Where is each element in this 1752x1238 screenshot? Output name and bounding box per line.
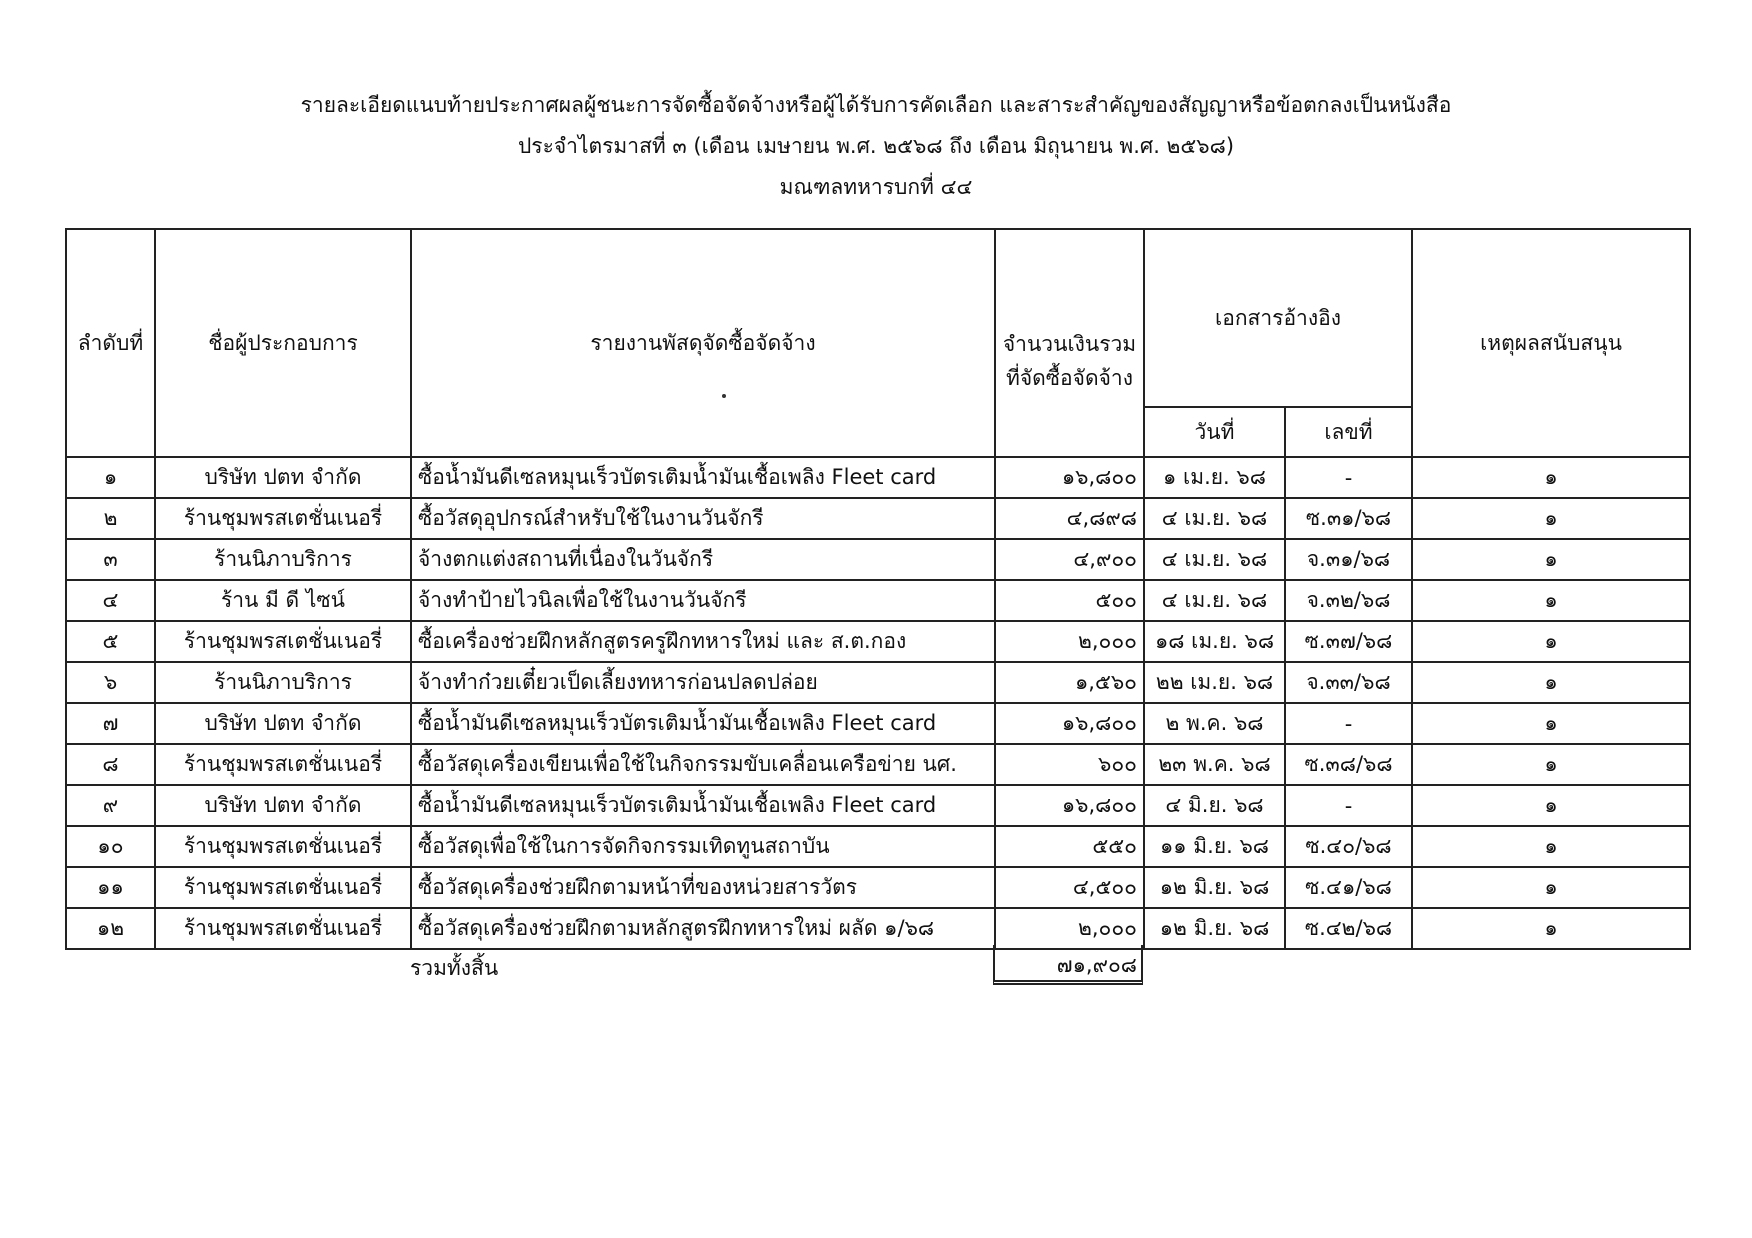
row-no: ๑ — [66, 457, 155, 498]
row-ref-no: จ.๓๓/๖๘ — [1285, 662, 1412, 703]
row-no: ๘ — [66, 744, 155, 785]
row-vendor: บริษัท ปตท จำกัด — [155, 703, 411, 744]
header-amount-line1: จำนวนเงินรวม — [1002, 332, 1137, 356]
row-ref-no: ซ.๓๘/๖๘ — [1285, 744, 1412, 785]
row-no: ๙ — [66, 785, 155, 826]
row-reason: ๑ — [1412, 580, 1690, 621]
row-no: ๑๑ — [66, 867, 155, 908]
header-reason: เหตุผลสนับสนุน — [1412, 229, 1690, 457]
row-no: ๒ — [66, 498, 155, 539]
row-date: ๒ พ.ค. ๖๘ — [1144, 703, 1285, 744]
row-ref-no: จ.๓๒/๖๘ — [1285, 580, 1412, 621]
table-row — [66, 744, 1690, 785]
row-reason: ๑ — [1412, 457, 1690, 498]
row-reason: ๑ — [1412, 539, 1690, 580]
row-vendor: บริษัท ปตท จำกัด — [155, 457, 411, 498]
table-row — [66, 867, 1690, 908]
row-ref-no: ซ.๓๑/๖๘ — [1285, 498, 1412, 539]
header-reference: เอกสารอ้างอิง — [1144, 229, 1412, 407]
table-row — [66, 662, 1690, 703]
header-item: รายงานพัสดุจัดซื้อจัดจ้าง — [411, 229, 995, 457]
row-date: ๔ เม.ย. ๖๘ — [1144, 580, 1285, 621]
header-vendor: ชื่อผู้ประกอบการ — [155, 229, 411, 457]
row-item: ซื้อวัสดุเครื่องช่วยฝึกตามหลักสูตรฝึกทหารใหม่ ผลัด ๑/๖๘ — [411, 908, 995, 949]
row-reason: ๑ — [1412, 703, 1690, 744]
row-no: ๕ — [66, 621, 155, 662]
row-item: ซื้อน้ำมันดีเซลหมุนเร็วบัตรเติมน้ำมันเชื้อเพลิง Fleet card — [411, 785, 995, 826]
total-amount: ๗๑,๙๐๘ — [993, 945, 1143, 985]
procurement-table — [65, 228, 1691, 950]
header-ref-no: เลขที่ — [1285, 407, 1412, 457]
table-row — [66, 580, 1690, 621]
row-reason: ๑ — [1412, 826, 1690, 867]
row-amount: ๑๖,๘๐๐ — [995, 703, 1144, 744]
row-vendor: ร้านนิภาบริการ — [155, 662, 411, 703]
header-ref-date: วันที่ — [1144, 407, 1285, 457]
row-amount: ๑๖,๘๐๐ — [995, 785, 1144, 826]
row-item: ซื้อวัสดุเครื่องเขียนเพื่อใช้ในกิจกรรมขับเคลื่อนเครือข่าย นศ. — [411, 744, 995, 785]
row-reason: ๑ — [1412, 744, 1690, 785]
header-no: ลำดับที่ — [66, 229, 155, 457]
row-date: ๒๓ พ.ค. ๖๘ — [1144, 744, 1285, 785]
document-unit: มณฑลทหารบกที่ ๔๔ — [779, 175, 973, 199]
row-vendor: ร้านชุมพรสเตชั่นเนอรี่ — [155, 744, 411, 785]
row-item: ซื้อวัสดุเพื่อใช้ในการจัดกิจกรรมเทิดทูนสถาบัน — [411, 826, 995, 867]
row-date: ๔ มิ.ย. ๖๘ — [1144, 785, 1285, 826]
row-amount: ๕๐๐ — [995, 580, 1144, 621]
row-item: ซื้อวัสดุเครื่องช่วยฝึกตามหน้าที่ของหน่วยสารวัตร — [411, 867, 995, 908]
row-ref-no: - — [1285, 785, 1412, 826]
row-no: ๓ — [66, 539, 155, 580]
row-vendor: ร้านชุมพรสเตชั่นเนอรี่ — [155, 908, 411, 949]
table-row — [66, 539, 1690, 580]
total-label: รวมทั้งสิ้น — [410, 956, 499, 980]
row-item: ซื้อวัสดุอุปกรณ์สำหรับใช้ในงานวันจักรี — [411, 498, 995, 539]
row-date: ๒๒ เม.ย. ๖๘ — [1144, 662, 1285, 703]
row-vendor: บริษัท ปตท จำกัด — [155, 785, 411, 826]
row-amount: ๒,๐๐๐ — [995, 908, 1144, 949]
row-vendor: ร้านชุมพรสเตชั่นเนอรี่ — [155, 621, 411, 662]
document-title: รายละเอียดแนบท้ายประกาศผลผู้ชนะการจัดซื้อจัดจ้างหรือผู้ได้รับการคัดเลือก และสาระสำคัญของสัญญาหรือข้อตกลงเป็นหนังสือ — [300, 93, 1452, 117]
row-date: ๔ เม.ย. ๖๘ — [1144, 539, 1285, 580]
row-amount: ๖๐๐ — [995, 744, 1144, 785]
row-reason: ๑ — [1412, 498, 1690, 539]
row-item: จ้างทำก๋วยเตี๋ยวเป็ดเลี้ยงทหารก่อนปลดปล่อย — [411, 662, 995, 703]
table-row — [66, 785, 1690, 826]
row-item: ซื้อเครื่องช่วยฝึกหลักสูตรครูฝึกทหารใหม่ และ ส.ต.กอง — [411, 621, 995, 662]
header-amount — [995, 229, 1144, 457]
row-ref-no: ซ.๔๑/๖๘ — [1285, 867, 1412, 908]
row-item: ซื้อน้ำมันดีเซลหมุนเร็วบัตรเติมน้ำมันเชื้อเพลิง Fleet card — [411, 703, 995, 744]
row-vendor: ร้านชุมพรสเตชั่นเนอรี่ — [155, 498, 411, 539]
row-reason: ๑ — [1412, 908, 1690, 949]
row-reason: ๑ — [1412, 662, 1690, 703]
row-amount: ๔,๕๐๐ — [995, 867, 1144, 908]
row-date: ๔ เม.ย. ๖๘ — [1144, 498, 1285, 539]
table-row — [66, 457, 1690, 498]
row-date: ๑๘ เม.ย. ๖๘ — [1144, 621, 1285, 662]
row-no: ๖ — [66, 662, 155, 703]
row-item: จ้างทำป้ายไวนิลเพื่อใช้ในงานวันจักรี — [411, 580, 995, 621]
row-item: จ้างตกแต่งสถานที่เนื่องในวันจักรี — [411, 539, 995, 580]
table-row — [66, 703, 1690, 744]
header-amount-line2: ที่จัดซื้อจัดจ้าง — [1006, 366, 1133, 390]
row-ref-no: - — [1285, 703, 1412, 744]
row-amount: ๒,๐๐๐ — [995, 621, 1144, 662]
row-reason: ๑ — [1412, 867, 1690, 908]
row-reason: ๑ — [1412, 621, 1690, 662]
row-no: ๗ — [66, 703, 155, 744]
row-ref-no: จ.๓๑/๖๘ — [1285, 539, 1412, 580]
row-vendor: ร้านชุมพรสเตชั่นเนอรี่ — [155, 867, 411, 908]
row-item: ซื้อน้ำมันดีเซลหมุนเร็วบัตรเติมน้ำมันเชื้อเพลิง Fleet card — [411, 457, 995, 498]
stray-dot — [722, 394, 726, 398]
table-row — [66, 826, 1690, 867]
row-amount: ๑๖,๘๐๐ — [995, 457, 1144, 498]
row-ref-no: ซ.๔๒/๖๘ — [1285, 908, 1412, 949]
row-no: ๑๐ — [66, 826, 155, 867]
row-amount: ๔,๘๙๘ — [995, 498, 1144, 539]
row-reason: ๑ — [1412, 785, 1690, 826]
row-date: ๑๑ มิ.ย. ๖๘ — [1144, 826, 1285, 867]
row-ref-no: - — [1285, 457, 1412, 498]
table-row — [66, 908, 1690, 949]
table-row — [66, 498, 1690, 539]
row-vendor: ร้าน มี ดี ไซน์ — [155, 580, 411, 621]
row-no: ๔ — [66, 580, 155, 621]
row-amount: ๔,๙๐๐ — [995, 539, 1144, 580]
row-ref-no: ซ.๓๗/๖๘ — [1285, 621, 1412, 662]
row-date: ๑๒ มิ.ย. ๖๘ — [1144, 908, 1285, 949]
table-row — [66, 621, 1690, 662]
row-vendor: ร้านนิภาบริการ — [155, 539, 411, 580]
row-no: ๑๒ — [66, 908, 155, 949]
row-amount: ๑,๕๖๐ — [995, 662, 1144, 703]
document-subtitle: ประจำไตรมาสที่ ๓ (เดือน เมษายน พ.ศ. ๒๕๖๘ ถึง เดือน มิถุนายน พ.ศ. ๒๕๖๘) — [517, 134, 1235, 158]
row-amount: ๕๕๐ — [995, 826, 1144, 867]
row-date: ๑๒ มิ.ย. ๖๘ — [1144, 867, 1285, 908]
row-date: ๑ เม.ย. ๖๘ — [1144, 457, 1285, 498]
row-ref-no: ซ.๔๐/๖๘ — [1285, 826, 1412, 867]
row-vendor: ร้านชุมพรสเตชั่นเนอรี่ — [155, 826, 411, 867]
